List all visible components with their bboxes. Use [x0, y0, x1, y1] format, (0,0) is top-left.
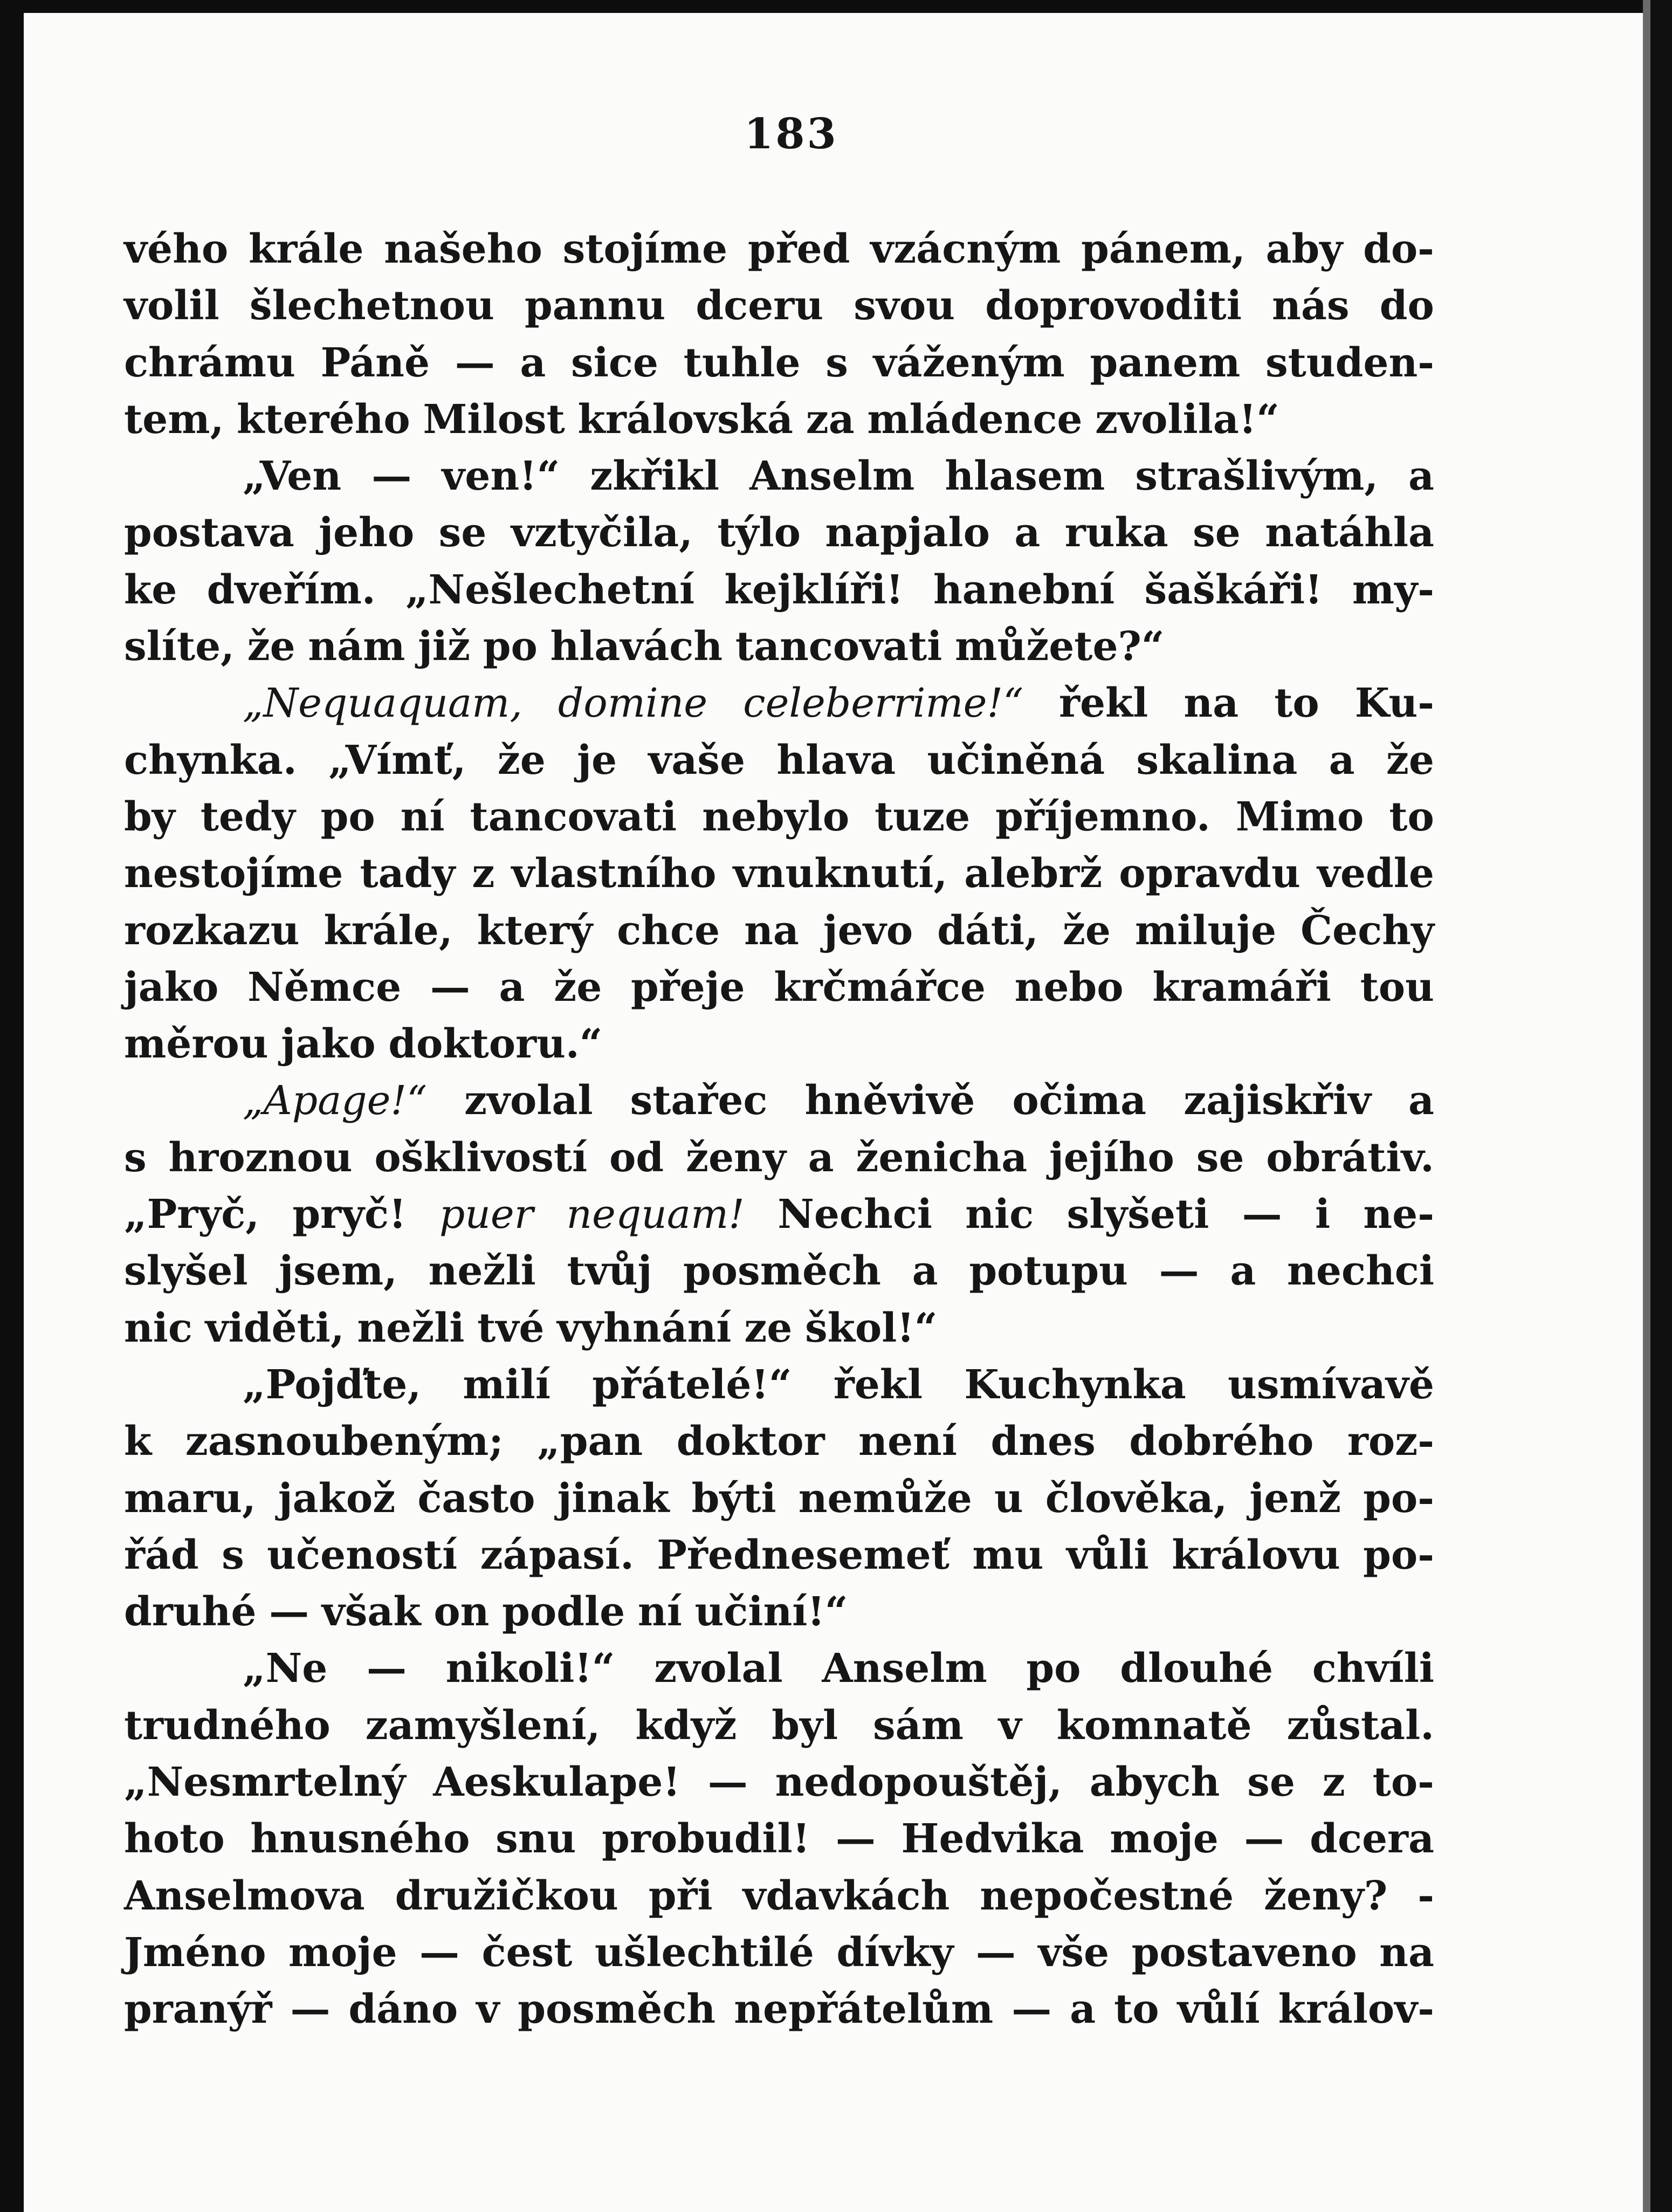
- text-line: „Pryč, pryč! puer nequam! Nechci nic slyšeti — i ne-: [124, 1191, 1434, 1238]
- scan-border-right: [1650, 0, 1672, 2212]
- text-line: měrou jako doktoru.“: [124, 1021, 603, 1068]
- body-text: [124, 221, 1434, 2038]
- text-line: „Ven — ven!“ zkřikl Anselm hlasem strašlivým, a: [243, 453, 1434, 500]
- text-line: „Nesmrtelný Aeskulape! — nedopouštěj, abych se z to-: [124, 1759, 1434, 1806]
- text-line: maru, jakož často jinak býti nemůže u člověka, jenž po-: [124, 1475, 1434, 1522]
- text-line: slyšel jsem, nežli tvůj posměch a potupu — a nechci: [124, 1248, 1434, 1295]
- text-line: vého krále našeho stojíme před vzácným pánem, aby do-: [124, 226, 1434, 272]
- scan-border-left: [0, 0, 24, 2212]
- text-line: Jméno moje — čest ušlechtilé dívky — vše postaveno na: [124, 1929, 1434, 1976]
- text-line: druhé — však on podle ní učiní!“: [124, 1589, 848, 1636]
- text-line: slíte, že nám již po hlavách tancovati můžete?“: [124, 623, 1165, 670]
- page-number: 183: [744, 109, 838, 159]
- text-line: „Nequaquam, domine celeberrime!“ řekl na to Ku-: [243, 680, 1434, 727]
- text-line: tem, kterého Milost královská za mládence zvolila!“: [124, 396, 1279, 443]
- text-line: řád s učeností zápasí. Přednesemeť mu vůli královu po-: [124, 1531, 1434, 1578]
- text-line: rozkazu krále, který chce na jevo dáti, že miluje Čechy: [124, 907, 1434, 954]
- text-line: „Apage!“ zvolal stařec hněvivě očima zajiskřiv a: [243, 1077, 1434, 1124]
- text-line: nic viděti, nežli tvé vyhnání ze škol!“: [124, 1304, 938, 1351]
- text-line: s hroznou ošklivostí od ženy a ženicha jejího se obrátiv.: [124, 1134, 1434, 1181]
- text-line: trudného zamyšlení, když byl sám v komnatě zůstal.: [124, 1702, 1434, 1749]
- text-line: chynka. „Vímť, že je vaše hlava učiněná skalina a že: [124, 737, 1434, 784]
- text-line: „Pojďte, milí přátelé!“ řekl Kuchynka usmívavě: [243, 1361, 1434, 1408]
- text-line: postava jeho se vztyčila, týlo napjalo a ruka se natáhla: [124, 510, 1434, 557]
- text-line: k zasnoubeným; „pan doktor není dnes dobrého roz-: [124, 1418, 1434, 1465]
- text-line: jako Němce — a že přeje krčmářce nebo kramáři tou: [124, 964, 1434, 1011]
- text-line: nestojíme tady z vlastního vnuknutí, alebrž opravdu vedle: [124, 850, 1434, 897]
- scan-border-right-shadow: [1643, 0, 1650, 2212]
- text-line: volil šlechetnou pannu dceru svou doprovoditi nás do: [124, 283, 1434, 329]
- text-line: hoto hnusného snu probudil! — Hedvika moje — dcera: [124, 1816, 1434, 1863]
- text-line: Anselmova družičkou při vdavkách nepočestné ženy? -: [124, 1872, 1434, 1919]
- text-line: by tedy po ní tancovati nebylo tuze příjemno. Mimo to: [124, 793, 1434, 840]
- text-line: chrámu Páně — a sice tuhle s váženým panem studen-: [124, 339, 1434, 386]
- text-line: ke dveřím. „Nešlechetní kejklíři! hanební šaškáři! my-: [124, 566, 1434, 613]
- text-line: „Ne — nikoli!“ zvolal Anselm po dlouhé chvíli: [243, 1645, 1434, 1692]
- text-line: pranýř — dáno v posměch nepřátelům — a to vůlí králov-: [124, 1986, 1434, 2033]
- scan-border-top: [0, 0, 1672, 13]
